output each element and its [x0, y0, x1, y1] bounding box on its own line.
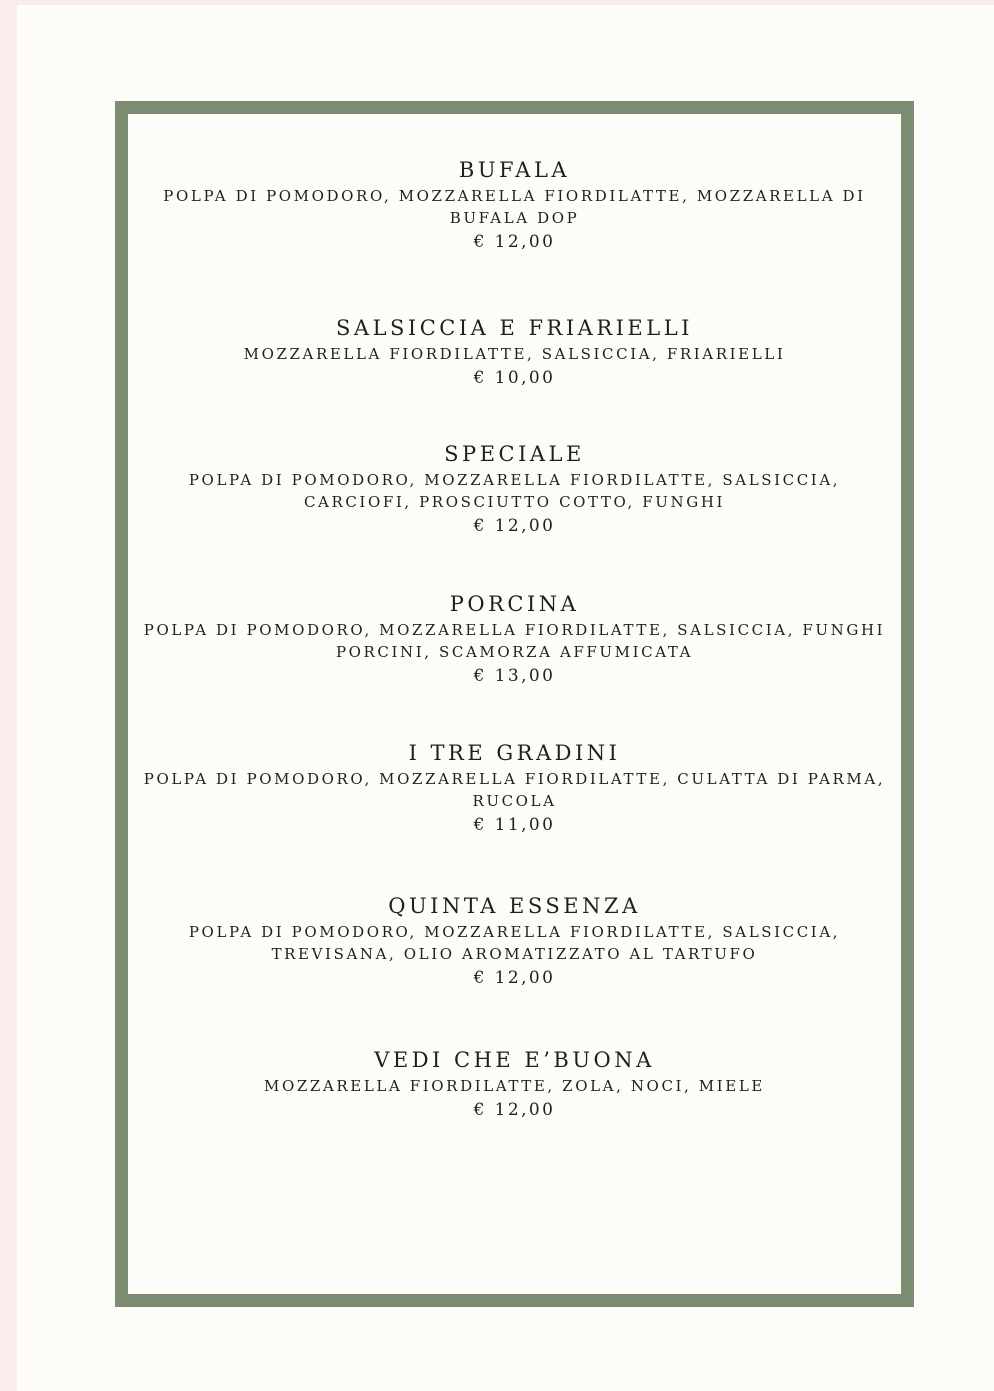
item-price: € 11,00	[473, 815, 556, 835]
menu-frame	[115, 101, 914, 1307]
menu-item-i-tre-gradini	[128, 738, 901, 838]
menu-page	[17, 5, 994, 1391]
item-description-line2: BUFALA DOP	[449, 209, 580, 227]
item-name: QUINTA ESSENZA	[388, 894, 641, 918]
item-name: VEDI CHE E’BUONA	[374, 1048, 655, 1072]
item-description-line1: POLPA DI POMODORO, MOZZARELLA FIORDILATTE, SALSICCIA,	[188, 471, 841, 489]
item-name: SPECIALE	[444, 442, 585, 466]
item-description-line2: TREVISANA, OLIO AROMATIZZATO AL TARTUFO	[271, 945, 758, 963]
item-price: € 12,00	[473, 232, 556, 252]
item-description-line1: POLPA DI POMODORO, MOZZARELLA FIORDILATTE, SALSICCIA, FUNGHI	[143, 621, 886, 639]
menu-item-bufala	[128, 155, 901, 255]
item-description-line1: POLPA DI POMODORO, MOZZARELLA FIORDILATTE, MOZZARELLA DI	[163, 187, 866, 205]
menu-item-porcina	[128, 589, 901, 689]
item-price: € 13,00	[473, 666, 556, 686]
item-price: € 12,00	[473, 968, 556, 988]
item-description-line2: CARCIOFI, PROSCIUTTO COTTO, FUNGHI	[303, 493, 726, 511]
item-price: € 12,00	[473, 1100, 556, 1120]
item-name: PORCINA	[449, 592, 580, 616]
menu-item-quinta-essenza	[128, 891, 901, 991]
item-description-line2: RUCOLA	[472, 792, 557, 810]
item-description-line1: MOZZARELLA FIORDILATTE, SALSICCIA, FRIARIELLI	[243, 345, 786, 363]
menu-item-speciale	[128, 439, 901, 539]
item-name: SALSICCIA E FRIARIELLI	[336, 316, 693, 340]
item-name: I TRE GRADINI	[408, 741, 621, 765]
item-price: € 12,00	[473, 516, 556, 536]
item-description-line2: PORCINI, SCAMORZA AFFUMICATA	[335, 643, 694, 661]
item-description-line1: MOZZARELLA FIORDILATTE, ZOLA, NOCI, MIELE	[264, 1077, 765, 1095]
item-description-line1: POLPA DI POMODORO, MOZZARELLA FIORDILATTE, SALSICCIA,	[188, 923, 841, 941]
item-name: BUFALA	[458, 158, 571, 182]
menu-item-vedi-che-ebuona	[128, 1045, 901, 1123]
item-price: € 10,00	[473, 368, 556, 388]
menu-item-salsiccia-e-friarielli	[128, 313, 901, 391]
item-description-line1: POLPA DI POMODORO, MOZZARELLA FIORDILATTE, CULATTA DI PARMA,	[143, 770, 886, 788]
